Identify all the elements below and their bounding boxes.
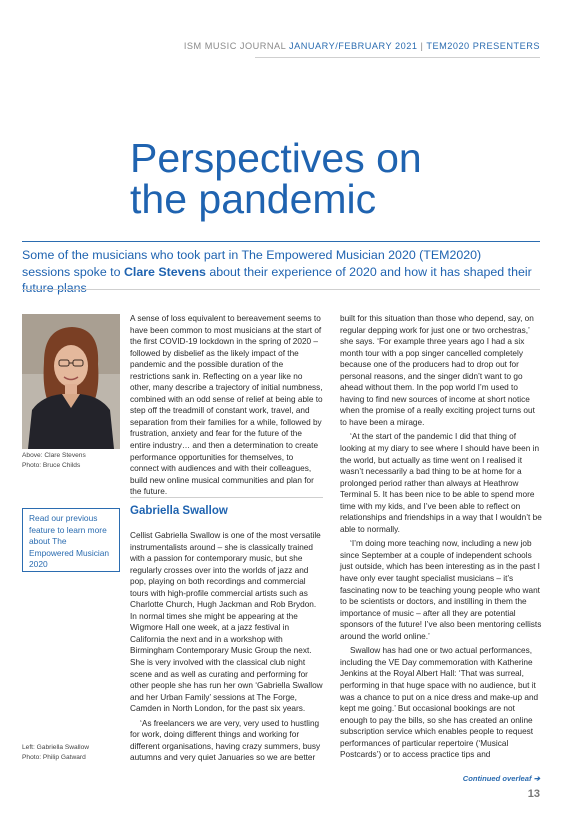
page-title [130,135,460,222]
intro-paragraph: A sense of loss equivalent to bereavement seems to have been common to most musicians at the start of the first COVID-19 lockdown in the spring of 2020 – followed by disbelief as the likely impact of the pandemic and the possible duration of the restrictions sank in. Reflecting on a year like no other, many describe a trajectory of initial numbness, combined with an odd sense of relief at being able to step off the treadmill of constant work, travel, and separation from their families for a while, followed by frustration, anxiety and fear for the future of the entire industry… and then a determination to create performance opportunities for themselves, to connect with audiences and with their colleagues, build new online musical communities and plan for the future. [130,314,323,497]
section-rule [130,497,323,498]
caption-credit: Photo: Bruce Childs [22,462,81,469]
caption-subject: Left: Gabriella Swallow [22,744,90,751]
portrait-illustration [22,314,120,449]
photo-caption-top [22,451,122,471]
previous-feature-callout[interactable] [22,508,120,572]
caption-credit: Photo: Philip Gatward [22,754,86,761]
body-paragraph: ‘At the start of the pandemic I did that thing of looking at my diary to see where I should have been in the world, but actually as time went on I realised it wasn’t necessarily a bad thing to be at home for a prolonged period rather than always at Heathrow Terminal 5. It has been nice to be able to spend more time with my kids, and I’ve been able to reflect on relationships and friendships in a way that I wouldn’t be able to normally. [340,432,542,534]
continued-overleaf-link[interactable]: Continued overleaf ➔ [462,774,540,783]
standfirst-rule-top [22,241,540,242]
body-paragraph: ‘As freelancers we are very, very used to hustling for work, doing different things and working for different organisations, having crazy summers, busy autumns and very quiet Januaries so we are better [130,718,321,763]
callout-text: Read our previous feature to learn more about The Empowered Musician 2020 [29,513,110,569]
photo-caption-bottom [22,743,122,763]
standfirst-rule-bottom [22,289,540,290]
title-line-1: Perspectives on [130,135,422,181]
issue-date: JANUARY/FEBRUARY 2021 [289,41,418,51]
body-paragraph: built for this situation than those who depend, say, on regular depping work for just one or two orchestras,’ she says. ‘For example three years ago I had a six month tour with a pop singer cancelled completely because one of the producers had to drop out for personal reasons, and the singer didn’t want to go ahead without them. In the pop world I’m used to having to find new sources of income at short notice when the promise of a really exciting project turns out to have been a mirage. [340,314,535,427]
body-paragraph: ‘I’m doing more teaching now, including a new job since September at a couple of independent schools just outside, which has been interesting as in the past I have only ever taught specialist musicians – it’s fascinating now to be teaching young people who want to be scientists or doctors, and instilling in them the importance of music – after all they are potential sponsors of the future! I’ve also been mentoring cellists around the world online.’ [340,539,542,641]
author-name: Clare Stevens [123,264,206,279]
caption-subject: Above: Clare Stevens [22,452,86,459]
header-separator: | [420,41,424,51]
clare-stevens-photo [22,314,120,449]
body-paragraph: Cellist Gabriella Swallow is one of the most versatile instrumentalists around – she is classically trained with a passion for contemporary music, but she regularly crosses over into the worlds of jazz and pop, playing on both recordings and commercial tours with high-profile commercial artists such as Charlotte Church, Hugh Jackman and Rob Brydon. In normal times she might be appearing at the Wigmore Hall one week, at a jazz festival in California the next and in a workshop with Birmingham Contemporary Music Group the next. She is very involved with the classical club night scene and as well as curating and performing for other people she has run her own ‘Gabriella Swallow and her Urban Family’ sessions at The Forge, Camden in North London, for the past six years. [130,531,323,714]
title-line-2: the pandemic [130,176,377,222]
body-paragraph: Swallow has had one or two actual performances, including the VE Day commemoration with Katherine Jenkins at the Royal Albert Hall: ‘That was surreal, performing in that huge space with no audience, but it was a chance to put on a nice dress and make-up and kept me going.’ But occasional bookings are not enough to pay the bills, so she has created an online subscription service which enables people to request performances of particular repertoire (‘Musical Postcards’) or to access practice tips and [340,646,539,760]
article-column-1-top [130,313,323,498]
standfirst-text-2: about their experience of 2020 and how it has shaped their future plans [22,264,532,295]
page-number: 13 [527,788,540,800]
standfirst-text-1: Some of the musicians who took part in The Empowered Musician 2020 (TEM2020) sessions spoke to [22,248,482,279]
article-column-1-bottom [130,530,323,764]
article-column-2 [340,313,543,761]
section-heading: Gabriella Swallow [130,505,228,517]
header-rule [255,57,540,58]
section-name: TEM2020 PRESENTERS [426,41,540,51]
journal-name: ISM MUSIC JOURNAL [183,41,286,51]
running-header [184,41,540,51]
